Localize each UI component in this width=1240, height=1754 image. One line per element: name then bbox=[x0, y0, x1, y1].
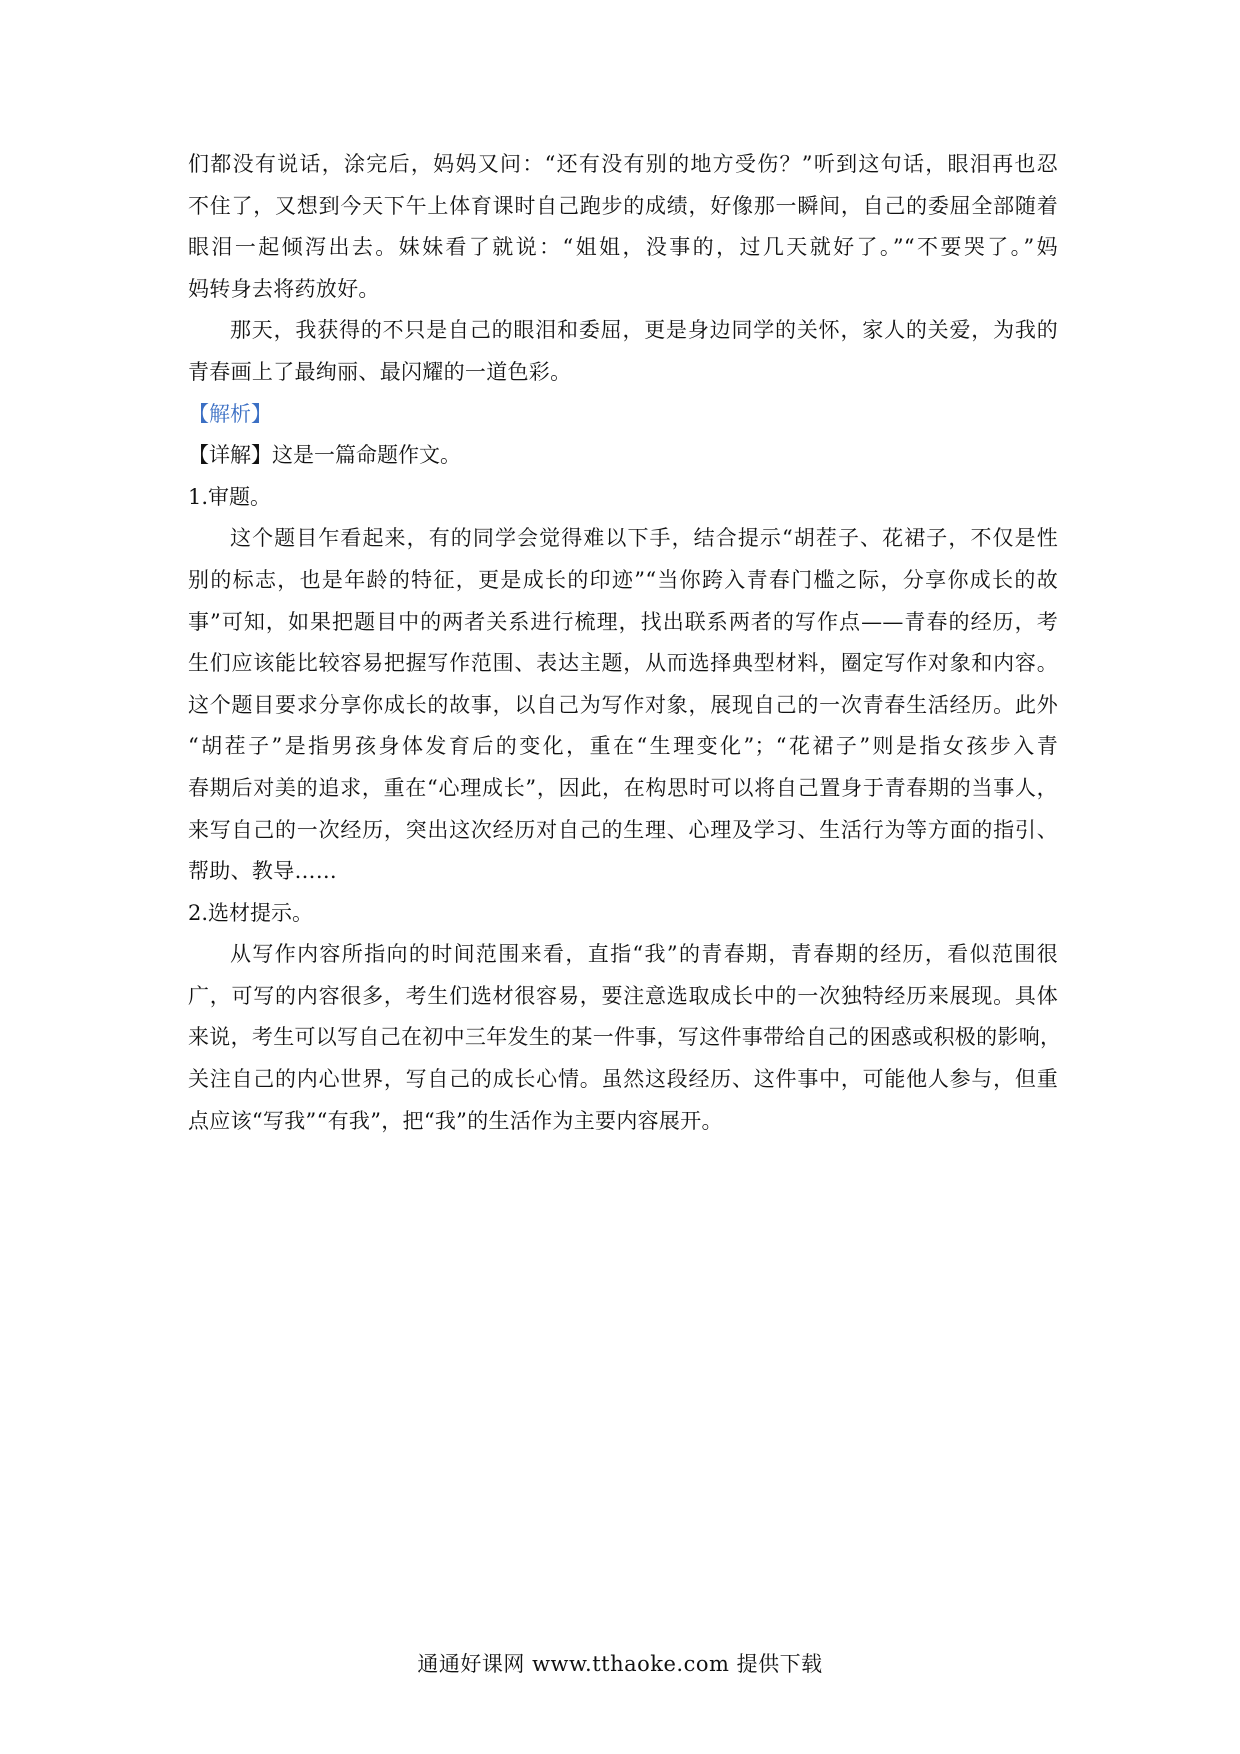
text-line: 点应该“写我”“有我”，把“我”的生活作为主要内容展开。 bbox=[188, 1108, 723, 1133]
analysis-heading: 【解析】 bbox=[188, 401, 272, 426]
text-line: 那天，我获得的不只是自己的眼泪和委屈，更是身边同学的关怀，家人的关爱，为我的 bbox=[230, 318, 1058, 343]
text-line: 从写作内容所指向的时间范围来看，直指“我”的青春期，青春期的经历，看似范围很 bbox=[230, 942, 1058, 967]
text-line: 事”可知，如果把题目中的两者关系进行梳理，找出联系两者的写作点——青春的经历，考 bbox=[188, 609, 1058, 634]
section-1-title: 1.审题。 bbox=[188, 484, 272, 509]
text-line: 眼泪一起倾泻出去。妹妹看了就说：“姐姐，没事的，过几天就好了。”“不要哭了。”妈 bbox=[188, 235, 1058, 260]
section-1-paragraph bbox=[188, 518, 1058, 892]
text-line: 广，可写的内容很多，考生们选材很容易，要注意选取成长中的一次独特经历来展现。具体 bbox=[188, 983, 1058, 1008]
document-page bbox=[188, 144, 1062, 1142]
page-footer: 通通好课网 www.tthaoke.com 提供下载 bbox=[417, 1652, 823, 1676]
text-line: 帮助、教导…… bbox=[188, 859, 338, 884]
text-line: 不住了，又想到今天下午上体育课时自己跑步的成绩，好像那一瞬间，自己的委屈全部随着 bbox=[188, 193, 1058, 218]
text-line: 别的标志，也是年龄的特征，更是成长的印迹”“当你跨入青春门槛之际，分享你成长的故 bbox=[188, 567, 1058, 592]
text-line: 来写自己的一次经历，突出这次经历对自己的生理、心理及学习、生活行为等方面的指引、 bbox=[188, 817, 1058, 842]
text-line: 生们应该能比较容易把握写作范围、表达主题，从而选择典型材料，圈定写作对象和内容。 bbox=[188, 651, 1058, 676]
text-line: 妈转身去将药放好。 bbox=[188, 276, 380, 301]
text-line: 这个题目乍看起来，有的同学会觉得难以下手，结合提示“胡茬子、花裙子，不仅是性 bbox=[230, 526, 1058, 551]
text-line: “胡茬子”是指男孩身体发育后的变化，重在“生理变化”；“花裙子”则是指女孩步入青 bbox=[188, 734, 1058, 759]
text-line: 这个题目要求分享你成长的故事，以自己为写作对象，展现自己的一次青春生活经历。此外 bbox=[188, 692, 1058, 717]
section-2-paragraph bbox=[188, 934, 1062, 1142]
text-line: 青春画上了最绚丽、最闪耀的一道色彩。 bbox=[188, 359, 572, 384]
text-line: 来说，考生可以写自己在初中三年发生的某一件事，写这件事带给自己的困惑或积极的影响， bbox=[188, 1025, 1062, 1050]
story-paragraph-1 bbox=[188, 144, 1058, 310]
detail-label: 【详解】这是一篇命题作文。 bbox=[188, 443, 461, 468]
story-paragraph-2 bbox=[188, 310, 1058, 393]
section-2-title: 2.选材提示。 bbox=[188, 900, 314, 925]
text-line: 春期后对美的追求，重在“心理成长”，因此，在构思时可以将自己置身于青春期的当事人， bbox=[188, 775, 1058, 800]
text-line: 们都没有说话，涂完后，妈妈又问：“还有没有别的地方受伤？”听到这句话，眼泪再也忍 bbox=[188, 152, 1058, 176]
text-line: 关注自己的内心世界，写自己的成长心情。虽然这段经历、这件事中，可能他人参与，但重 bbox=[188, 1067, 1058, 1092]
